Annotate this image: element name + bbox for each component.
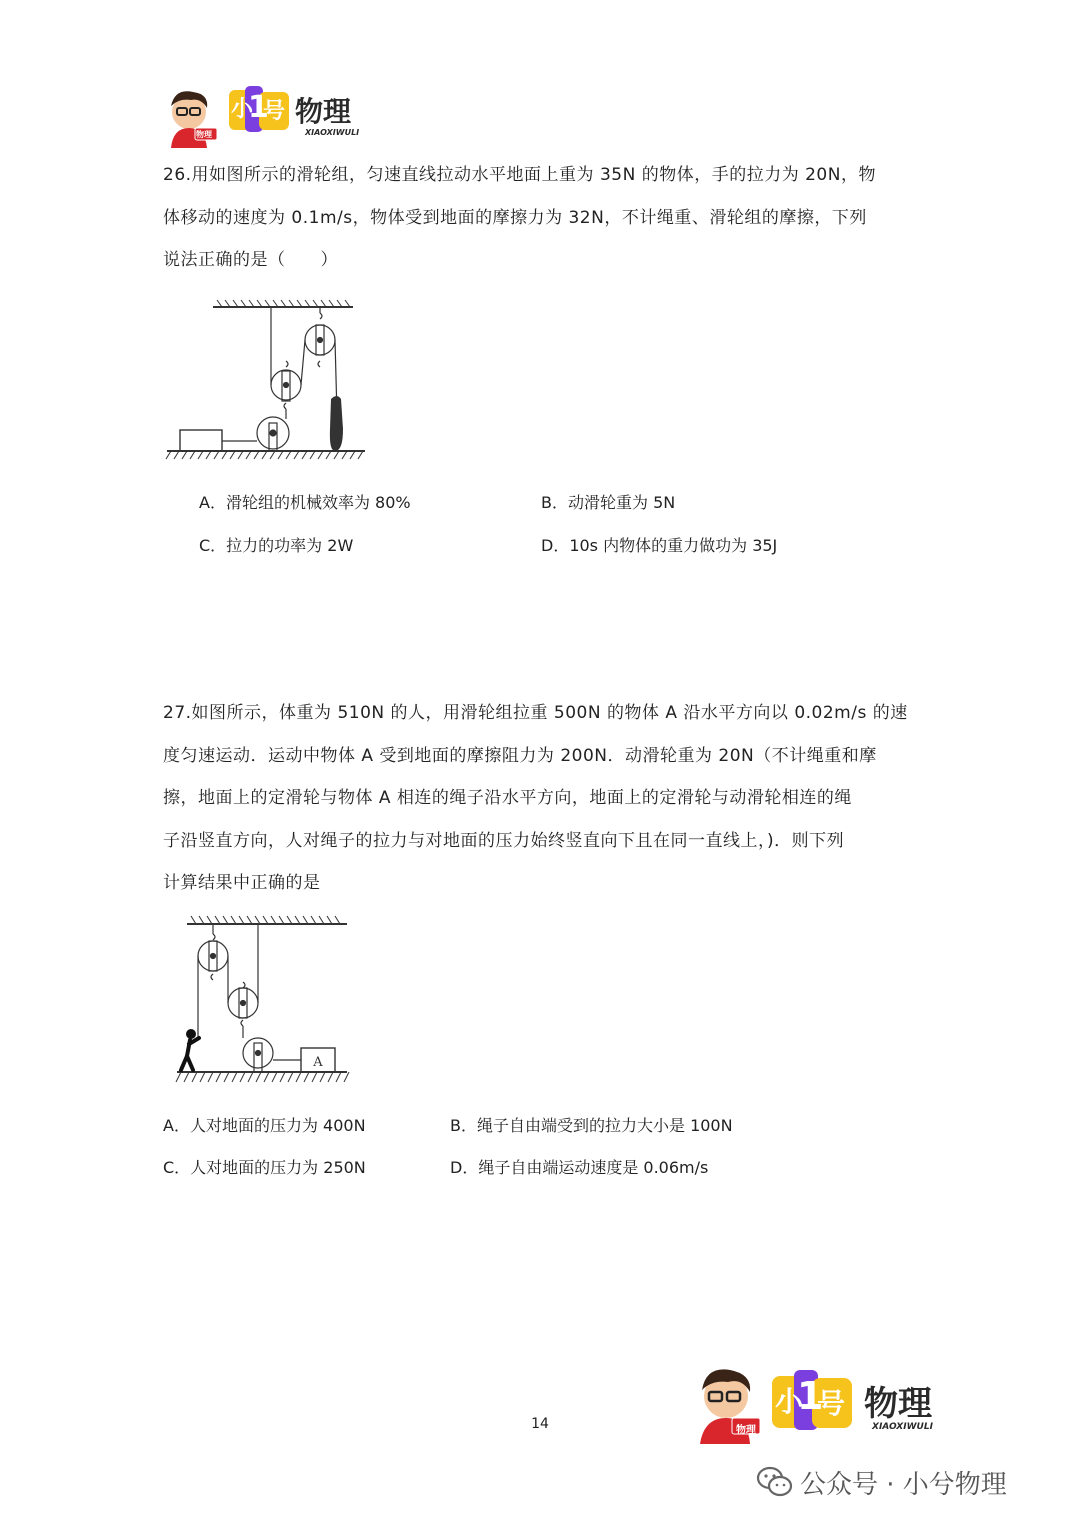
logo-xiao-footer: 小 <box>775 1385 804 1418</box>
question-26-text <box>163 154 923 282</box>
logo-pinyin-footer: XIAOXIWULI <box>872 1422 933 1432</box>
logo-title-footer: 物理 <box>864 1384 932 1424</box>
q26-option-a[interactable]: A．滑轮组的机械效率为 80% <box>199 493 411 512</box>
logo-one: 1 <box>248 90 269 125</box>
logo-hao: 号 <box>263 99 286 124</box>
q27-option-c[interactable]: C．人对地面的压力为 250N <box>163 1158 366 1177</box>
q27-line-3: 擦，地面上的定滑轮与物体 A 相连的绳子沿水平方向，地面上的定滑轮与动滑轮相连的绳 <box>163 788 852 808</box>
logo-xiao: 小 <box>231 97 254 122</box>
header-logo <box>165 84 365 148</box>
q27-line-1: 27.如图所示，体重为 510N 的人，用滑轮组拉重 500N 的物体 A 沿水平方向以 0.02m/s 的速 <box>163 703 908 723</box>
logo-hao-footer: 号 <box>817 1387 846 1420</box>
q27-option-a[interactable]: A．人对地面的压力为 400N <box>163 1116 366 1135</box>
q27-line-2: 度匀速运动．运动中物体 A 受到地面的摩擦阻力为 200N．动滑轮重为 20N（不计绳重和摩 <box>163 745 877 766</box>
logo-badge-footer: 物理 <box>736 1425 756 1436</box>
logo-pinyin: XIAOXIWULI <box>305 128 360 137</box>
q27-pulley-figure <box>175 910 355 1090</box>
q26-option-b[interactable]: B．动滑轮重为 5N <box>541 493 676 512</box>
q26-line-3: 说法正确的是（ ） <box>163 250 338 270</box>
footer-logo <box>694 1362 950 1444</box>
q26-pulley-figure <box>165 295 370 470</box>
q27-block-label: A <box>313 1055 323 1070</box>
q27-option-d[interactable]: D．绳子自由端运动速度是 0.06m/s <box>450 1158 709 1177</box>
footer-account: 公众号 · 小兮物理 <box>800 1470 1007 1500</box>
logo-badge: 物理 <box>196 130 212 139</box>
q27-line-5: 计算结果中正确的是 <box>163 873 321 893</box>
logo-title: 物理 <box>295 95 352 128</box>
q27-line-4: 子沿竖直方向，人对绳子的拉力与对地面的压力始终竖直向下且在同一直线上，)．则下列 <box>163 830 845 851</box>
q26-line-1: 26.用如图所示的滑轮组，匀速直线拉动水平地面上重为 35N 的物体，手的拉力为 20N，物 <box>163 165 876 185</box>
q26-line-2: 体移动的速度为 0.1m/s，物体受到地面的摩擦力为 32N，不计绳重、滑轮组的摩擦，下列 <box>163 207 867 228</box>
q27-option-b[interactable]: B．绳子自由端受到的拉力大小是 100N <box>450 1116 733 1135</box>
logo-one-footer: 1 <box>797 1374 824 1418</box>
wechat-icon <box>756 1466 794 1498</box>
question-27-text <box>163 692 923 905</box>
page-number: 14 <box>531 1416 549 1432</box>
q26-option-c[interactable]: C．拉力的功率为 2W <box>199 536 354 555</box>
person-figure-icon <box>181 1029 199 1070</box>
q26-option-d[interactable]: D．10s 内物体的重力做功为 35J <box>541 536 778 555</box>
